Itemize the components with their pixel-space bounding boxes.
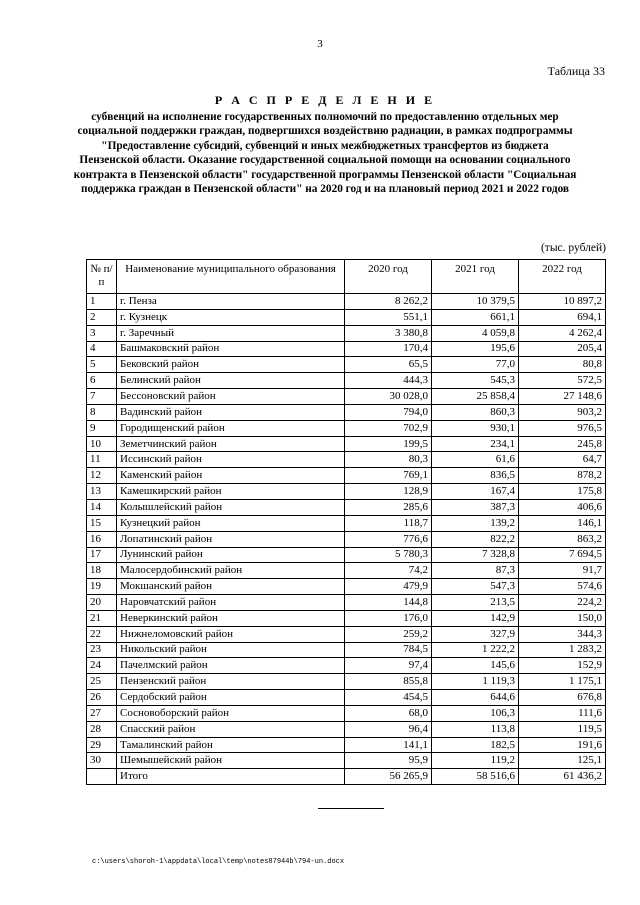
table-row	[87, 595, 606, 611]
file-path-footer: c:\users\shoroh-1\appdata\local\temp\notes87944b\794-un.docx	[92, 858, 345, 866]
municipality-name: Колышлейский район	[117, 499, 345, 515]
row-number: 15	[87, 515, 117, 531]
value-2020: 56 265,9	[345, 769, 432, 785]
value-2021: 213,5	[432, 595, 519, 611]
table-label: Таблица 33	[547, 64, 605, 78]
header-num: № п/п	[87, 260, 117, 294]
value-2020: 128,9	[345, 484, 432, 500]
value-2020: 479,9	[345, 579, 432, 595]
table-row	[87, 626, 606, 642]
value-2022: 572,5	[519, 373, 606, 389]
municipality-name: Земетчинский район	[117, 436, 345, 452]
value-2022: 7 694,5	[519, 547, 606, 563]
value-2022: 1 283,2	[519, 642, 606, 658]
row-number: 4	[87, 341, 117, 357]
value-2022: 406,6	[519, 499, 606, 515]
document-title: Р А С П Р Е Д Е Л Е Н И Е	[214, 93, 436, 107]
table-row	[87, 674, 606, 690]
municipality-name: Сосновоборский район	[117, 705, 345, 721]
row-number: 26	[87, 690, 117, 706]
value-2020: 551,1	[345, 309, 432, 325]
value-2022: 175,8	[519, 484, 606, 500]
value-2022: 10 897,2	[519, 294, 606, 310]
value-2020: 784,5	[345, 642, 432, 658]
value-2020: 285,6	[345, 499, 432, 515]
value-2021: 661,1	[432, 309, 519, 325]
table-row	[87, 531, 606, 547]
municipality-name: Бековский район	[117, 357, 345, 373]
row-number: 11	[87, 452, 117, 468]
value-2021: 836,5	[432, 468, 519, 484]
header-2020: 2020 год	[345, 260, 432, 294]
row-number: 10	[87, 436, 117, 452]
value-2021: 142,9	[432, 610, 519, 626]
value-2020: 259,2	[345, 626, 432, 642]
value-2021: 860,3	[432, 404, 519, 420]
value-2020: 170,4	[345, 341, 432, 357]
municipality-name: Нижнеломовский район	[117, 626, 345, 642]
row-number: 3	[87, 325, 117, 341]
value-2020: 855,8	[345, 674, 432, 690]
value-2021: 139,2	[432, 515, 519, 531]
municipality-name: Лопатинский район	[117, 531, 345, 547]
value-2022: 676,8	[519, 690, 606, 706]
table-row	[87, 658, 606, 674]
municipality-name: Камешкирский район	[117, 484, 345, 500]
municipality-name: Городищенский район	[117, 420, 345, 436]
row-number: 19	[87, 579, 117, 595]
value-2021: 167,4	[432, 484, 519, 500]
table-row	[87, 705, 606, 721]
table-row	[87, 325, 606, 341]
value-2022: 152,9	[519, 658, 606, 674]
table-row	[87, 389, 606, 405]
value-2022: 150,0	[519, 610, 606, 626]
municipality-name: Пачелмский район	[117, 658, 345, 674]
row-number: 28	[87, 721, 117, 737]
value-2022: 344,3	[519, 626, 606, 642]
municipality-name: Каменский район	[117, 468, 345, 484]
municipality-name: Тамалинский район	[117, 737, 345, 753]
value-2020: 96,4	[345, 721, 432, 737]
table-row	[87, 579, 606, 595]
municipality-name: Вадинский район	[117, 404, 345, 420]
value-2021: 1 119,3	[432, 674, 519, 690]
value-2020: 776,6	[345, 531, 432, 547]
value-2020: 68,0	[345, 705, 432, 721]
value-2020: 454,5	[345, 690, 432, 706]
table-row	[87, 737, 606, 753]
header-2021: 2021 год	[432, 260, 519, 294]
row-number: 25	[87, 674, 117, 690]
row-number: 21	[87, 610, 117, 626]
value-2021: 61,6	[432, 452, 519, 468]
value-2022: 574,6	[519, 579, 606, 595]
header-2022: 2022 год	[519, 260, 606, 294]
value-2020: 199,5	[345, 436, 432, 452]
table-row	[87, 610, 606, 626]
municipality-name: Иссинский район	[117, 452, 345, 468]
row-number: 13	[87, 484, 117, 500]
value-2020: 141,1	[345, 737, 432, 753]
value-2022: 27 148,6	[519, 389, 606, 405]
value-2022: 4 262,4	[519, 325, 606, 341]
value-2021: 58 516,6	[432, 769, 519, 785]
value-2020: 30 028,0	[345, 389, 432, 405]
table-total-row	[87, 769, 606, 785]
row-number: 23	[87, 642, 117, 658]
value-2020: 144,8	[345, 595, 432, 611]
table-row	[87, 373, 606, 389]
value-2022: 146,1	[519, 515, 606, 531]
value-2022: 80,8	[519, 357, 606, 373]
value-2022: 191,6	[519, 737, 606, 753]
municipality-name: Мокшанский район	[117, 579, 345, 595]
value-2021: 4 059,8	[432, 325, 519, 341]
municipality-name: г. Заречный	[117, 325, 345, 341]
value-2020: 74,2	[345, 563, 432, 579]
table-row	[87, 452, 606, 468]
municipality-name: Итого	[117, 769, 345, 785]
value-2020: 95,9	[345, 753, 432, 769]
table-row	[87, 484, 606, 500]
value-2021: 930,1	[432, 420, 519, 436]
value-2021: 106,3	[432, 705, 519, 721]
value-2021: 25 858,4	[432, 389, 519, 405]
municipality-name: Бессоновский район	[117, 389, 345, 405]
table-row	[87, 690, 606, 706]
distribution-table	[86, 259, 606, 785]
row-number: 9	[87, 420, 117, 436]
value-2020: 8 262,2	[345, 294, 432, 310]
value-2021: 822,2	[432, 531, 519, 547]
row-number: 14	[87, 499, 117, 515]
value-2022: 91,7	[519, 563, 606, 579]
municipality-name: г. Кузнецк	[117, 309, 345, 325]
row-number: 27	[87, 705, 117, 721]
table-row	[87, 721, 606, 737]
table-row	[87, 436, 606, 452]
value-2021: 1 222,2	[432, 642, 519, 658]
value-2022: 61 436,2	[519, 769, 606, 785]
value-2020: 5 780,3	[345, 547, 432, 563]
value-2020: 65,5	[345, 357, 432, 373]
table-row	[87, 420, 606, 436]
value-2020: 702,9	[345, 420, 432, 436]
value-2021: 145,6	[432, 658, 519, 674]
municipality-name: Сердобский район	[117, 690, 345, 706]
table-row	[87, 515, 606, 531]
table-row	[87, 499, 606, 515]
table-row	[87, 468, 606, 484]
municipality-name: Башмаковский район	[117, 341, 345, 357]
value-2021: 119,2	[432, 753, 519, 769]
document-subtitle: субвенций на исполнение государственных полномочий по предоставлению отдельных мер социальной поддержки граждан, подвергшихся воздействию радиации, в рамках подпрограммы "Предоставление субсидий, субвенций и иных межбюджетных трансфертов из бюджета Пензенской области. Оказание государственной социальной помощи на основании социального контракта в Пензенской области" государственной программы Пензенской области "Социальная поддержка граждан в Пензенской области" на 2020 год и на плановый период 2021 и 2022 годов	[73, 111, 577, 196]
value-2020: 769,1	[345, 468, 432, 484]
value-2022: 694,1	[519, 309, 606, 325]
value-2022: 119,5	[519, 721, 606, 737]
municipality-name: Лунинский район	[117, 547, 345, 563]
table-row	[87, 341, 606, 357]
table-row	[87, 357, 606, 373]
value-2021: 234,1	[432, 436, 519, 452]
row-number: 2	[87, 309, 117, 325]
value-2020: 794,0	[345, 404, 432, 420]
value-2021: 10 379,5	[432, 294, 519, 310]
value-2021: 113,8	[432, 721, 519, 737]
table-header-row	[87, 260, 606, 294]
value-2021: 547,3	[432, 579, 519, 595]
value-2022: 111,6	[519, 705, 606, 721]
table-row	[87, 753, 606, 769]
value-2021: 7 328,8	[432, 547, 519, 563]
value-2020: 444,3	[345, 373, 432, 389]
row-number: 30	[87, 753, 117, 769]
value-2020: 118,7	[345, 515, 432, 531]
row-number: 20	[87, 595, 117, 611]
value-2020: 97,4	[345, 658, 432, 674]
municipality-name: Никольский район	[117, 642, 345, 658]
table-row	[87, 642, 606, 658]
value-2022: 205,4	[519, 341, 606, 357]
municipality-name: Малосердобинский район	[117, 563, 345, 579]
row-number: 7	[87, 389, 117, 405]
page-number: 3	[317, 38, 323, 50]
row-number: 8	[87, 404, 117, 420]
row-number: 17	[87, 547, 117, 563]
value-2020: 3 380,8	[345, 325, 432, 341]
row-number: 1	[87, 294, 117, 310]
value-2021: 387,3	[432, 499, 519, 515]
row-number	[87, 769, 117, 785]
value-2021: 77,0	[432, 357, 519, 373]
value-2022: 125,1	[519, 753, 606, 769]
value-2021: 87,3	[432, 563, 519, 579]
municipality-name: Белинский район	[117, 373, 345, 389]
value-2022: 245,8	[519, 436, 606, 452]
value-2020: 176,0	[345, 610, 432, 626]
value-2022: 903,2	[519, 404, 606, 420]
value-2020: 80,3	[345, 452, 432, 468]
row-number: 22	[87, 626, 117, 642]
value-2022: 976,5	[519, 420, 606, 436]
table-row	[87, 563, 606, 579]
municipality-name: Наровчатский район	[117, 595, 345, 611]
value-2021: 644,6	[432, 690, 519, 706]
value-2021: 545,3	[432, 373, 519, 389]
value-2022: 1 175,1	[519, 674, 606, 690]
row-number: 29	[87, 737, 117, 753]
row-number: 18	[87, 563, 117, 579]
row-number: 6	[87, 373, 117, 389]
table-row	[87, 547, 606, 563]
table-row	[87, 294, 606, 310]
unit-label: (тыс. рублей)	[540, 242, 606, 254]
value-2021: 327,9	[432, 626, 519, 642]
value-2022: 878,2	[519, 468, 606, 484]
municipality-name: г. Пенза	[117, 294, 345, 310]
value-2021: 182,5	[432, 737, 519, 753]
value-2022: 64,7	[519, 452, 606, 468]
value-2022: 224,2	[519, 595, 606, 611]
row-number: 5	[87, 357, 117, 373]
value-2021: 195,6	[432, 341, 519, 357]
municipality-name: Кузнецкий район	[117, 515, 345, 531]
row-number: 12	[87, 468, 117, 484]
municipality-name: Неверкинский район	[117, 610, 345, 626]
row-number: 24	[87, 658, 117, 674]
header-name: Наименование муниципального образования	[117, 260, 345, 294]
value-2022: 863,2	[519, 531, 606, 547]
table-row	[87, 404, 606, 420]
municipality-name: Пензенский район	[117, 674, 345, 690]
municipality-name: Спасский район	[117, 721, 345, 737]
table-row	[87, 309, 606, 325]
row-number: 16	[87, 531, 117, 547]
separator-line	[318, 808, 384, 809]
municipality-name: Шемышейский район	[117, 753, 345, 769]
